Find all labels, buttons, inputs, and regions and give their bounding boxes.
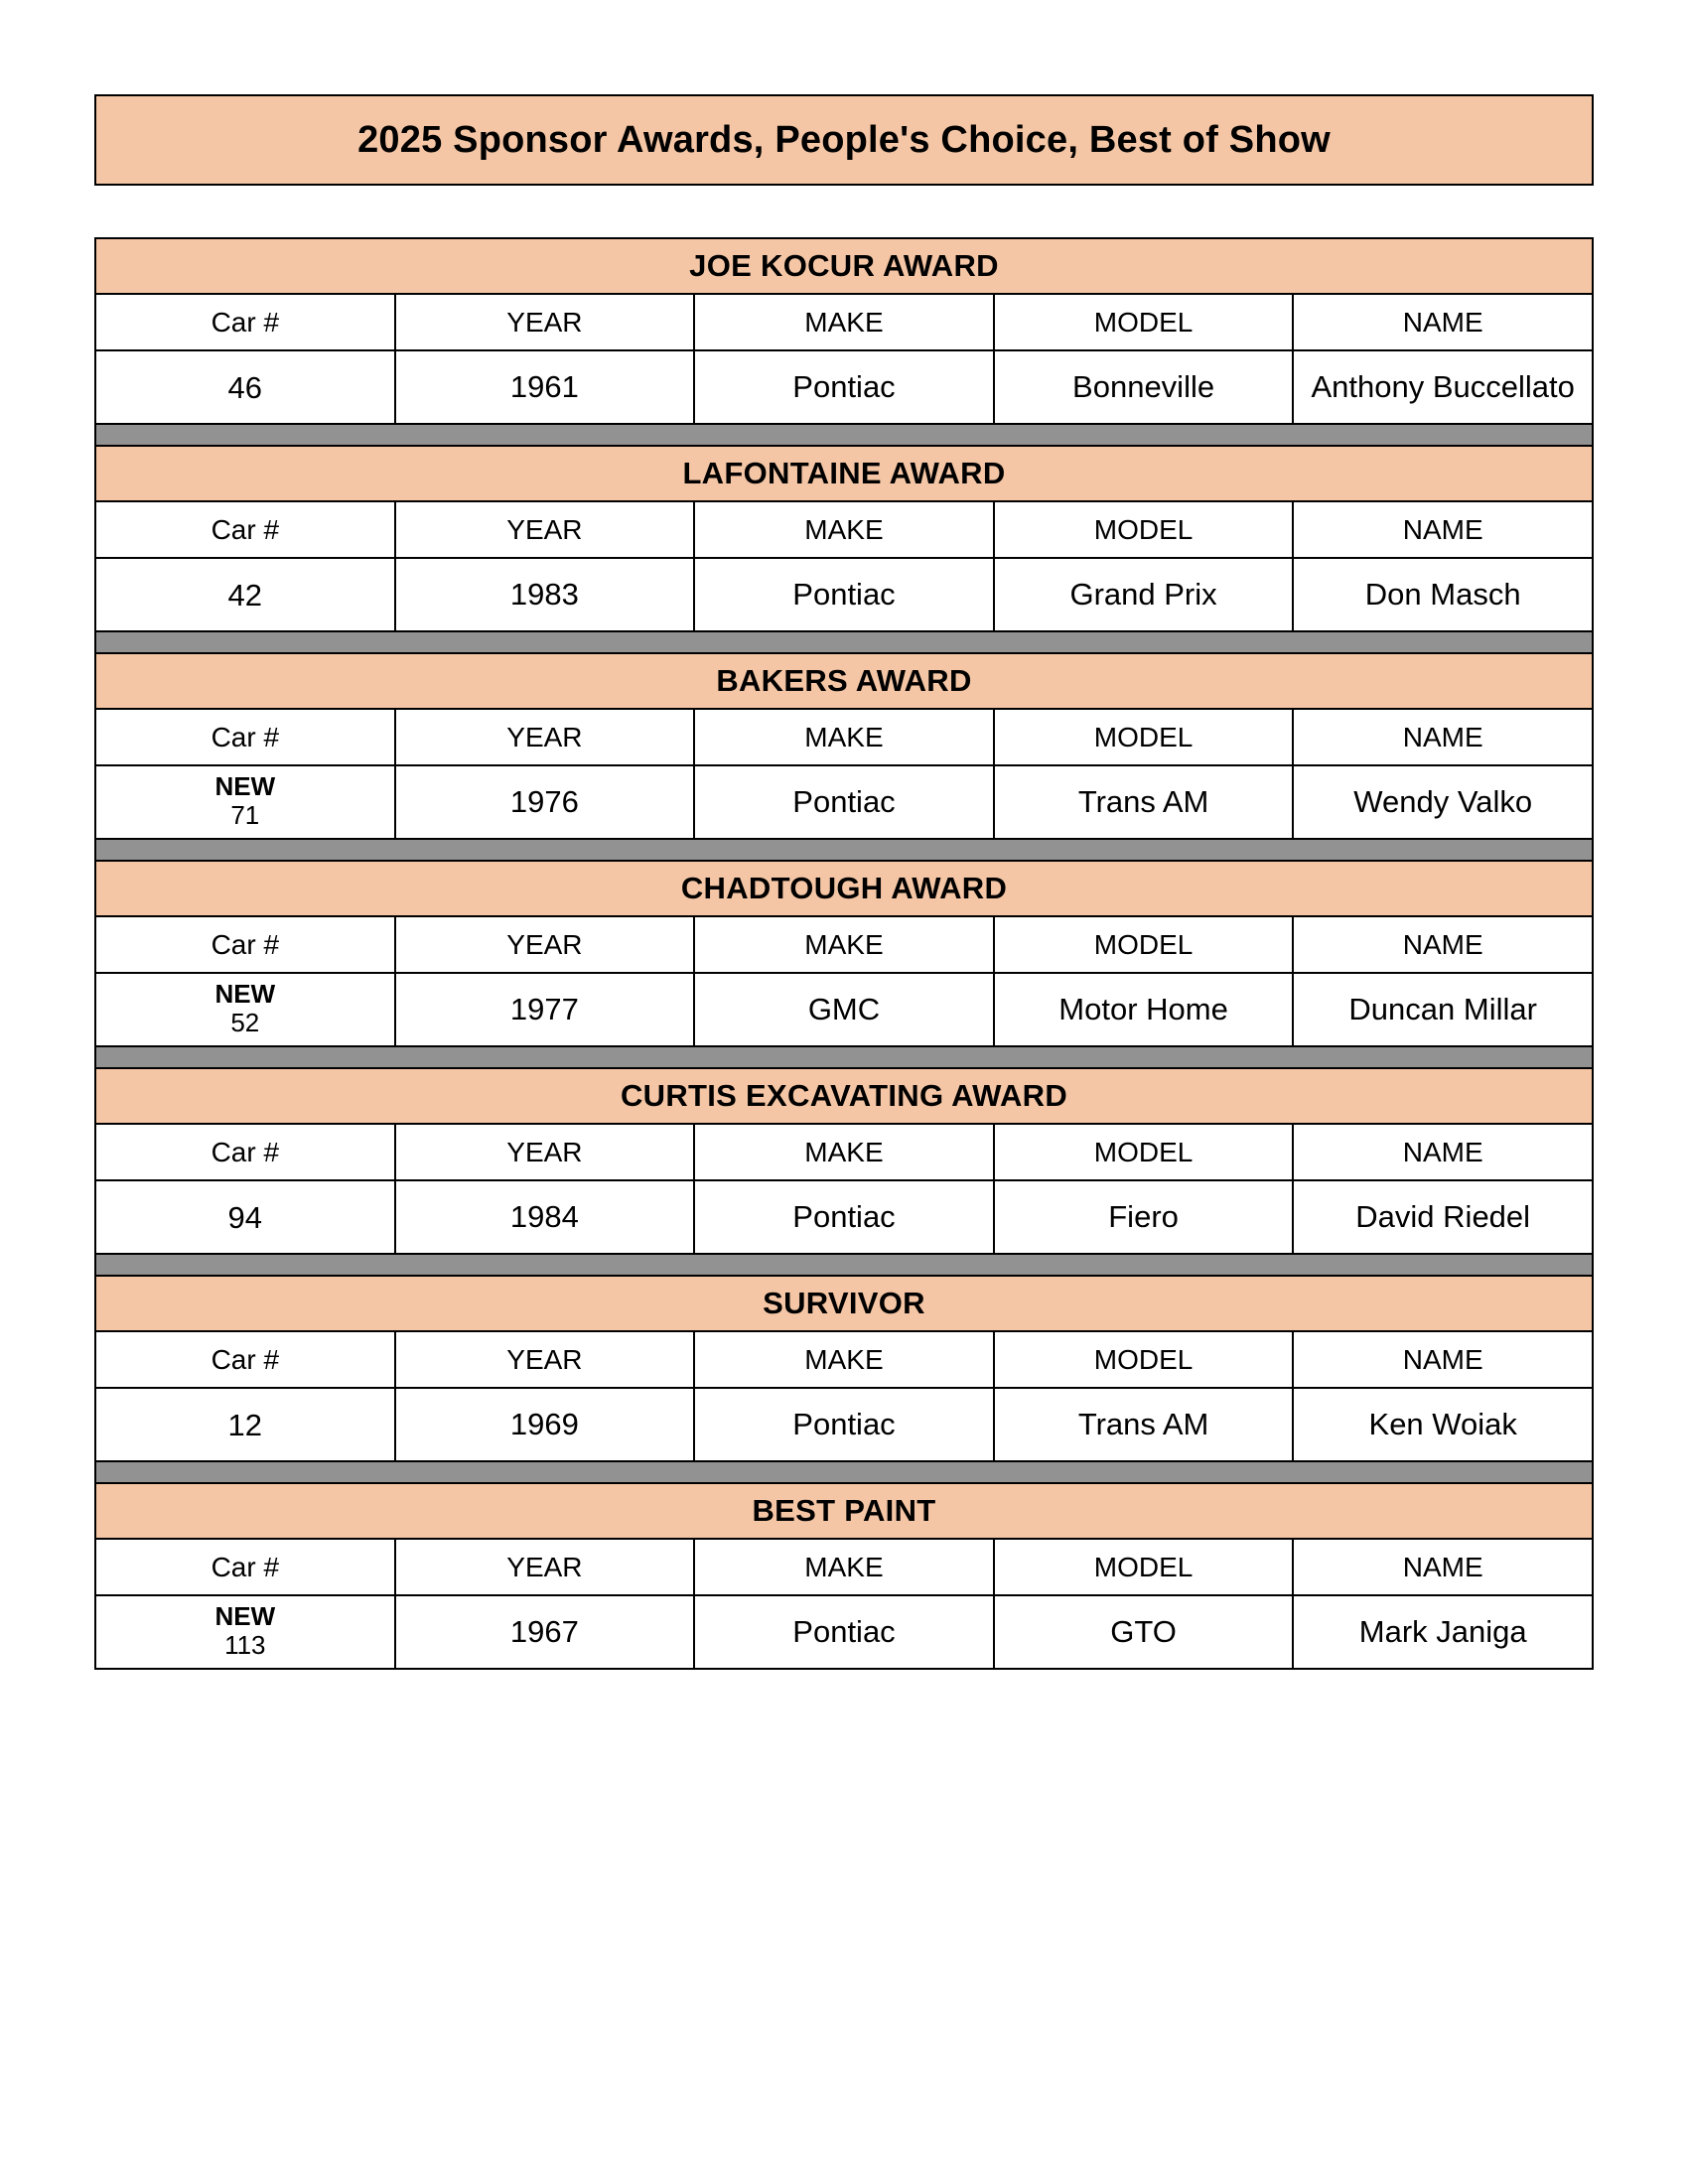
cell-model: Grand Prix (994, 558, 1294, 631)
car-number-value: 94 (227, 1199, 263, 1235)
column-header-row (95, 501, 1593, 558)
cell-year: 1983 (395, 558, 695, 631)
award-heading: BEST PAINT (95, 1483, 1593, 1539)
award-heading-row (95, 446, 1593, 501)
column-header-name: NAME (1293, 1331, 1593, 1388)
cell-year: 1984 (395, 1180, 695, 1254)
cell-make: Pontiac (694, 1180, 994, 1254)
cell-make: Pontiac (694, 1595, 994, 1669)
award-heading-row (95, 861, 1593, 916)
cell-year: 1977 (395, 973, 695, 1046)
column-header-year: YEAR (395, 1539, 695, 1595)
title-spacer (94, 186, 1594, 237)
column-header-year: YEAR (395, 916, 695, 973)
cell-car-number (95, 973, 395, 1046)
cell-name: Ken Woiak (1293, 1388, 1593, 1461)
column-header-make: MAKE (694, 294, 994, 350)
award-heading: BAKERS AWARD (95, 653, 1593, 709)
car-number-value: 12 (227, 1407, 263, 1442)
section-divider (94, 632, 1594, 652)
cell-name: Mark Janiga (1293, 1595, 1593, 1669)
cell-name: David Riedel (1293, 1180, 1593, 1254)
column-header-row (95, 916, 1593, 973)
table-row (95, 765, 1593, 839)
column-header-year: YEAR (395, 294, 695, 350)
section-divider (94, 1462, 1594, 1482)
table-row (95, 1388, 1593, 1461)
cell-model: Fiero (994, 1180, 1294, 1254)
award-table-joe-kocur (94, 237, 1594, 425)
car-number-value: 71 (230, 799, 260, 830)
awards-list (94, 237, 1594, 1670)
cell-car-number (95, 350, 395, 424)
new-badge: NEW (214, 1601, 276, 1632)
cell-model: GTO (994, 1595, 1294, 1669)
column-header-name: NAME (1293, 709, 1593, 765)
column-header-car: Car # (95, 709, 395, 765)
section-divider (94, 1255, 1594, 1275)
column-header-car: Car # (95, 1124, 395, 1180)
column-header-car: Car # (95, 294, 395, 350)
cell-year: 1961 (395, 350, 695, 424)
column-header-model: MODEL (994, 709, 1294, 765)
column-header-make: MAKE (694, 916, 994, 973)
award-table-curtis-excavating (94, 1067, 1594, 1255)
cell-name: Anthony Buccellato (1293, 350, 1593, 424)
cell-name: Don Masch (1293, 558, 1593, 631)
award-table-survivor (94, 1275, 1594, 1462)
column-header-row (95, 1331, 1593, 1388)
cell-make: Pontiac (694, 558, 994, 631)
cell-name: Wendy Valko (1293, 765, 1593, 839)
cell-year: 1976 (395, 765, 695, 839)
column-header-make: MAKE (694, 1539, 994, 1595)
column-header-row (95, 709, 1593, 765)
car-number-value: 52 (230, 1007, 260, 1037)
page-title: 2025 Sponsor Awards, People's Choice, Best of Show (357, 118, 1331, 161)
award-heading-row (95, 1483, 1593, 1539)
column-header-name: NAME (1293, 1539, 1593, 1595)
cell-car-number (95, 1595, 395, 1669)
cell-name: Duncan Millar (1293, 973, 1593, 1046)
cell-make: Pontiac (694, 350, 994, 424)
column-header-row (95, 1124, 1593, 1180)
column-header-car: Car # (95, 1539, 395, 1595)
cell-model: Motor Home (994, 973, 1294, 1046)
section-divider (94, 1047, 1594, 1067)
award-heading: CHADTOUGH AWARD (95, 861, 1593, 916)
column-header-make: MAKE (694, 1331, 994, 1388)
column-header-name: NAME (1293, 501, 1593, 558)
column-header-name: NAME (1293, 1124, 1593, 1180)
column-header-make: MAKE (694, 501, 994, 558)
award-table-bakers (94, 652, 1594, 840)
car-number-value: 42 (227, 577, 263, 613)
cell-make: Pontiac (694, 1388, 994, 1461)
cell-year: 1967 (395, 1595, 695, 1669)
award-table-lafontaine (94, 445, 1594, 632)
column-header-model: MODEL (994, 1331, 1294, 1388)
page-title-bar (94, 94, 1594, 186)
column-header-year: YEAR (395, 501, 695, 558)
column-header-car: Car # (95, 501, 395, 558)
cell-model: Bonneville (994, 350, 1294, 424)
table-row (95, 973, 1593, 1046)
award-table-chadtough (94, 860, 1594, 1047)
award-heading-row (95, 1068, 1593, 1124)
award-heading-row (95, 1276, 1593, 1331)
table-row (95, 1180, 1593, 1254)
cell-model: Trans AM (994, 1388, 1294, 1461)
new-badge: NEW (214, 771, 276, 802)
award-table-best-paint (94, 1482, 1594, 1670)
cell-car-number (95, 1180, 395, 1254)
column-header-model: MODEL (994, 501, 1294, 558)
table-row (95, 350, 1593, 424)
award-heading-row (95, 653, 1593, 709)
cell-year: 1969 (395, 1388, 695, 1461)
column-header-name: NAME (1293, 916, 1593, 973)
column-header-model: MODEL (994, 294, 1294, 350)
column-header-car: Car # (95, 1331, 395, 1388)
cell-car-number (95, 1388, 395, 1461)
award-heading: JOE KOCUR AWARD (95, 238, 1593, 294)
column-header-model: MODEL (994, 1124, 1294, 1180)
column-header-row (95, 294, 1593, 350)
section-divider (94, 425, 1594, 445)
column-header-model: MODEL (994, 1539, 1294, 1595)
cell-make: GMC (694, 973, 994, 1046)
column-header-year: YEAR (395, 709, 695, 765)
column-header-row (95, 1539, 1593, 1595)
cell-car-number (95, 765, 395, 839)
column-header-year: YEAR (395, 1124, 695, 1180)
car-number-value: 46 (227, 369, 263, 405)
award-heading-row (95, 238, 1593, 294)
award-heading: SURVIVOR (95, 1276, 1593, 1331)
column-header-car: Car # (95, 916, 395, 973)
column-header-model: MODEL (994, 916, 1294, 973)
award-heading: LAFONTAINE AWARD (95, 446, 1593, 501)
column-header-name: NAME (1293, 294, 1593, 350)
cell-make: Pontiac (694, 765, 994, 839)
column-header-year: YEAR (395, 1331, 695, 1388)
car-number-value: 113 (224, 1629, 266, 1660)
cell-model: Trans AM (994, 765, 1294, 839)
table-row (95, 1595, 1593, 1669)
cell-car-number (95, 558, 395, 631)
new-badge: NEW (214, 979, 276, 1010)
award-heading: CURTIS EXCAVATING AWARD (95, 1068, 1593, 1124)
table-row (95, 558, 1593, 631)
column-header-make: MAKE (694, 709, 994, 765)
column-header-make: MAKE (694, 1124, 994, 1180)
section-divider (94, 840, 1594, 860)
